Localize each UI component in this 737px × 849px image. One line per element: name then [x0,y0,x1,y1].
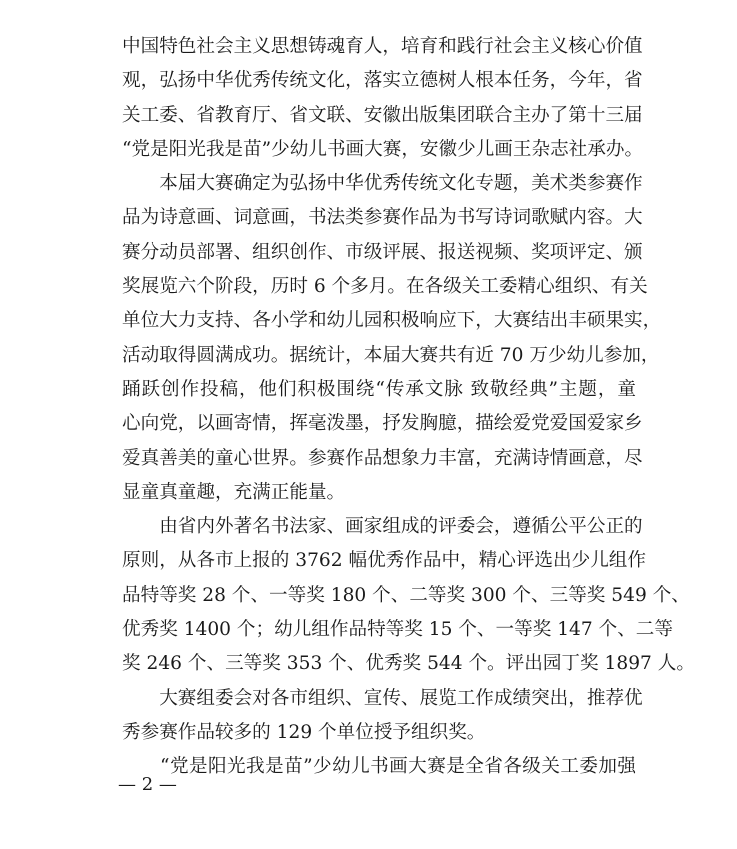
text-line: 秀参赛作品较多的 129 个单位授予组织奖。 [122,721,486,743]
text-line: 显童真童趣，充满正能量。 [122,481,346,503]
text-line: 心向党，以画寄情，挥毫泼墨，抒发胸臆，描绘爱党爱国爱家乡 [122,413,643,435]
paragraph-2 [122,167,662,510]
text-line: 关工委、省教育厅、省文联、安徽出版集团联合主办了第十三届 [122,104,643,126]
text-line: 本届大赛确定为弘扬中华优秀传统文化专题，美术类参赛作 [122,173,643,195]
text-line: 赛分动员部署、组织创作、市级评展、报送视频、奖项评定、颁 [122,241,643,263]
text-line: 优秀奖 1400 个；幼儿组作品特等奖 15 个、一等奖 147 个、二等 [122,619,673,641]
paragraph-1 [122,30,644,167]
paragraph-4 [122,682,643,751]
text-line: 品为诗意画、词意画，书法类参赛作品为书写诗词歌赋内容。大 [122,207,643,229]
text-line: 观，弘扬中华优秀传统文化，落实立德树人根本任务，今年，省 [122,70,643,92]
text-line: 爱真善美的童心世界。参赛作品想象力丰富，充满诗情画意，尽 [122,447,643,469]
text-line: 中国特色社会主义思想铸魂育人，培育和践行社会主义核心价值 [122,36,643,57]
text-line: “党是阳光我是苗”少幼儿书画大赛是全省各级关工委加强 [122,756,636,778]
text-line: 踊跃创作投稿，他们积极围绕“传承文脉 致敬经典”主题，童 [122,378,636,400]
text-line: 大赛组委会对各市组织、宣传、展览工作成绩突出，推荐优 [122,687,643,709]
page-number: — 2 — [118,774,177,795]
text-line: 单位大力支持、各小学和幼儿园积极响应下，大赛结出丰硕果实， [122,310,662,332]
text-line: 活动取得圆满成功。据统计，本届大赛共有近 70 万少幼儿参加， [122,344,660,366]
paragraph-5 [122,750,636,784]
text-line: 奖 246 个、三等奖 353 个、优秀奖 544 个。评出园丁奖 1897 人。 [122,653,695,675]
text-line: 原则，从各市上报的 3762 幅优秀作品中，精心评选出少儿组作 [122,550,646,572]
text-line: 由省内外著名书法家、画家组成的评委会，遵循公平公正的 [122,516,643,538]
text-line: 奖展览六个阶段，历时 6 个多月。在各级关工委精心组织、有关 [122,276,648,298]
paragraph-3 [122,510,695,681]
body-text [122,30,695,785]
text-line: “党是阳光我是苗”少幼儿书画大赛，安徽少儿画王杂志社承办。 [122,138,644,160]
text-line: 品特等奖 28 个、一等奖 180 个、二等奖 300 个、三等奖 549 个、 [122,584,690,606]
